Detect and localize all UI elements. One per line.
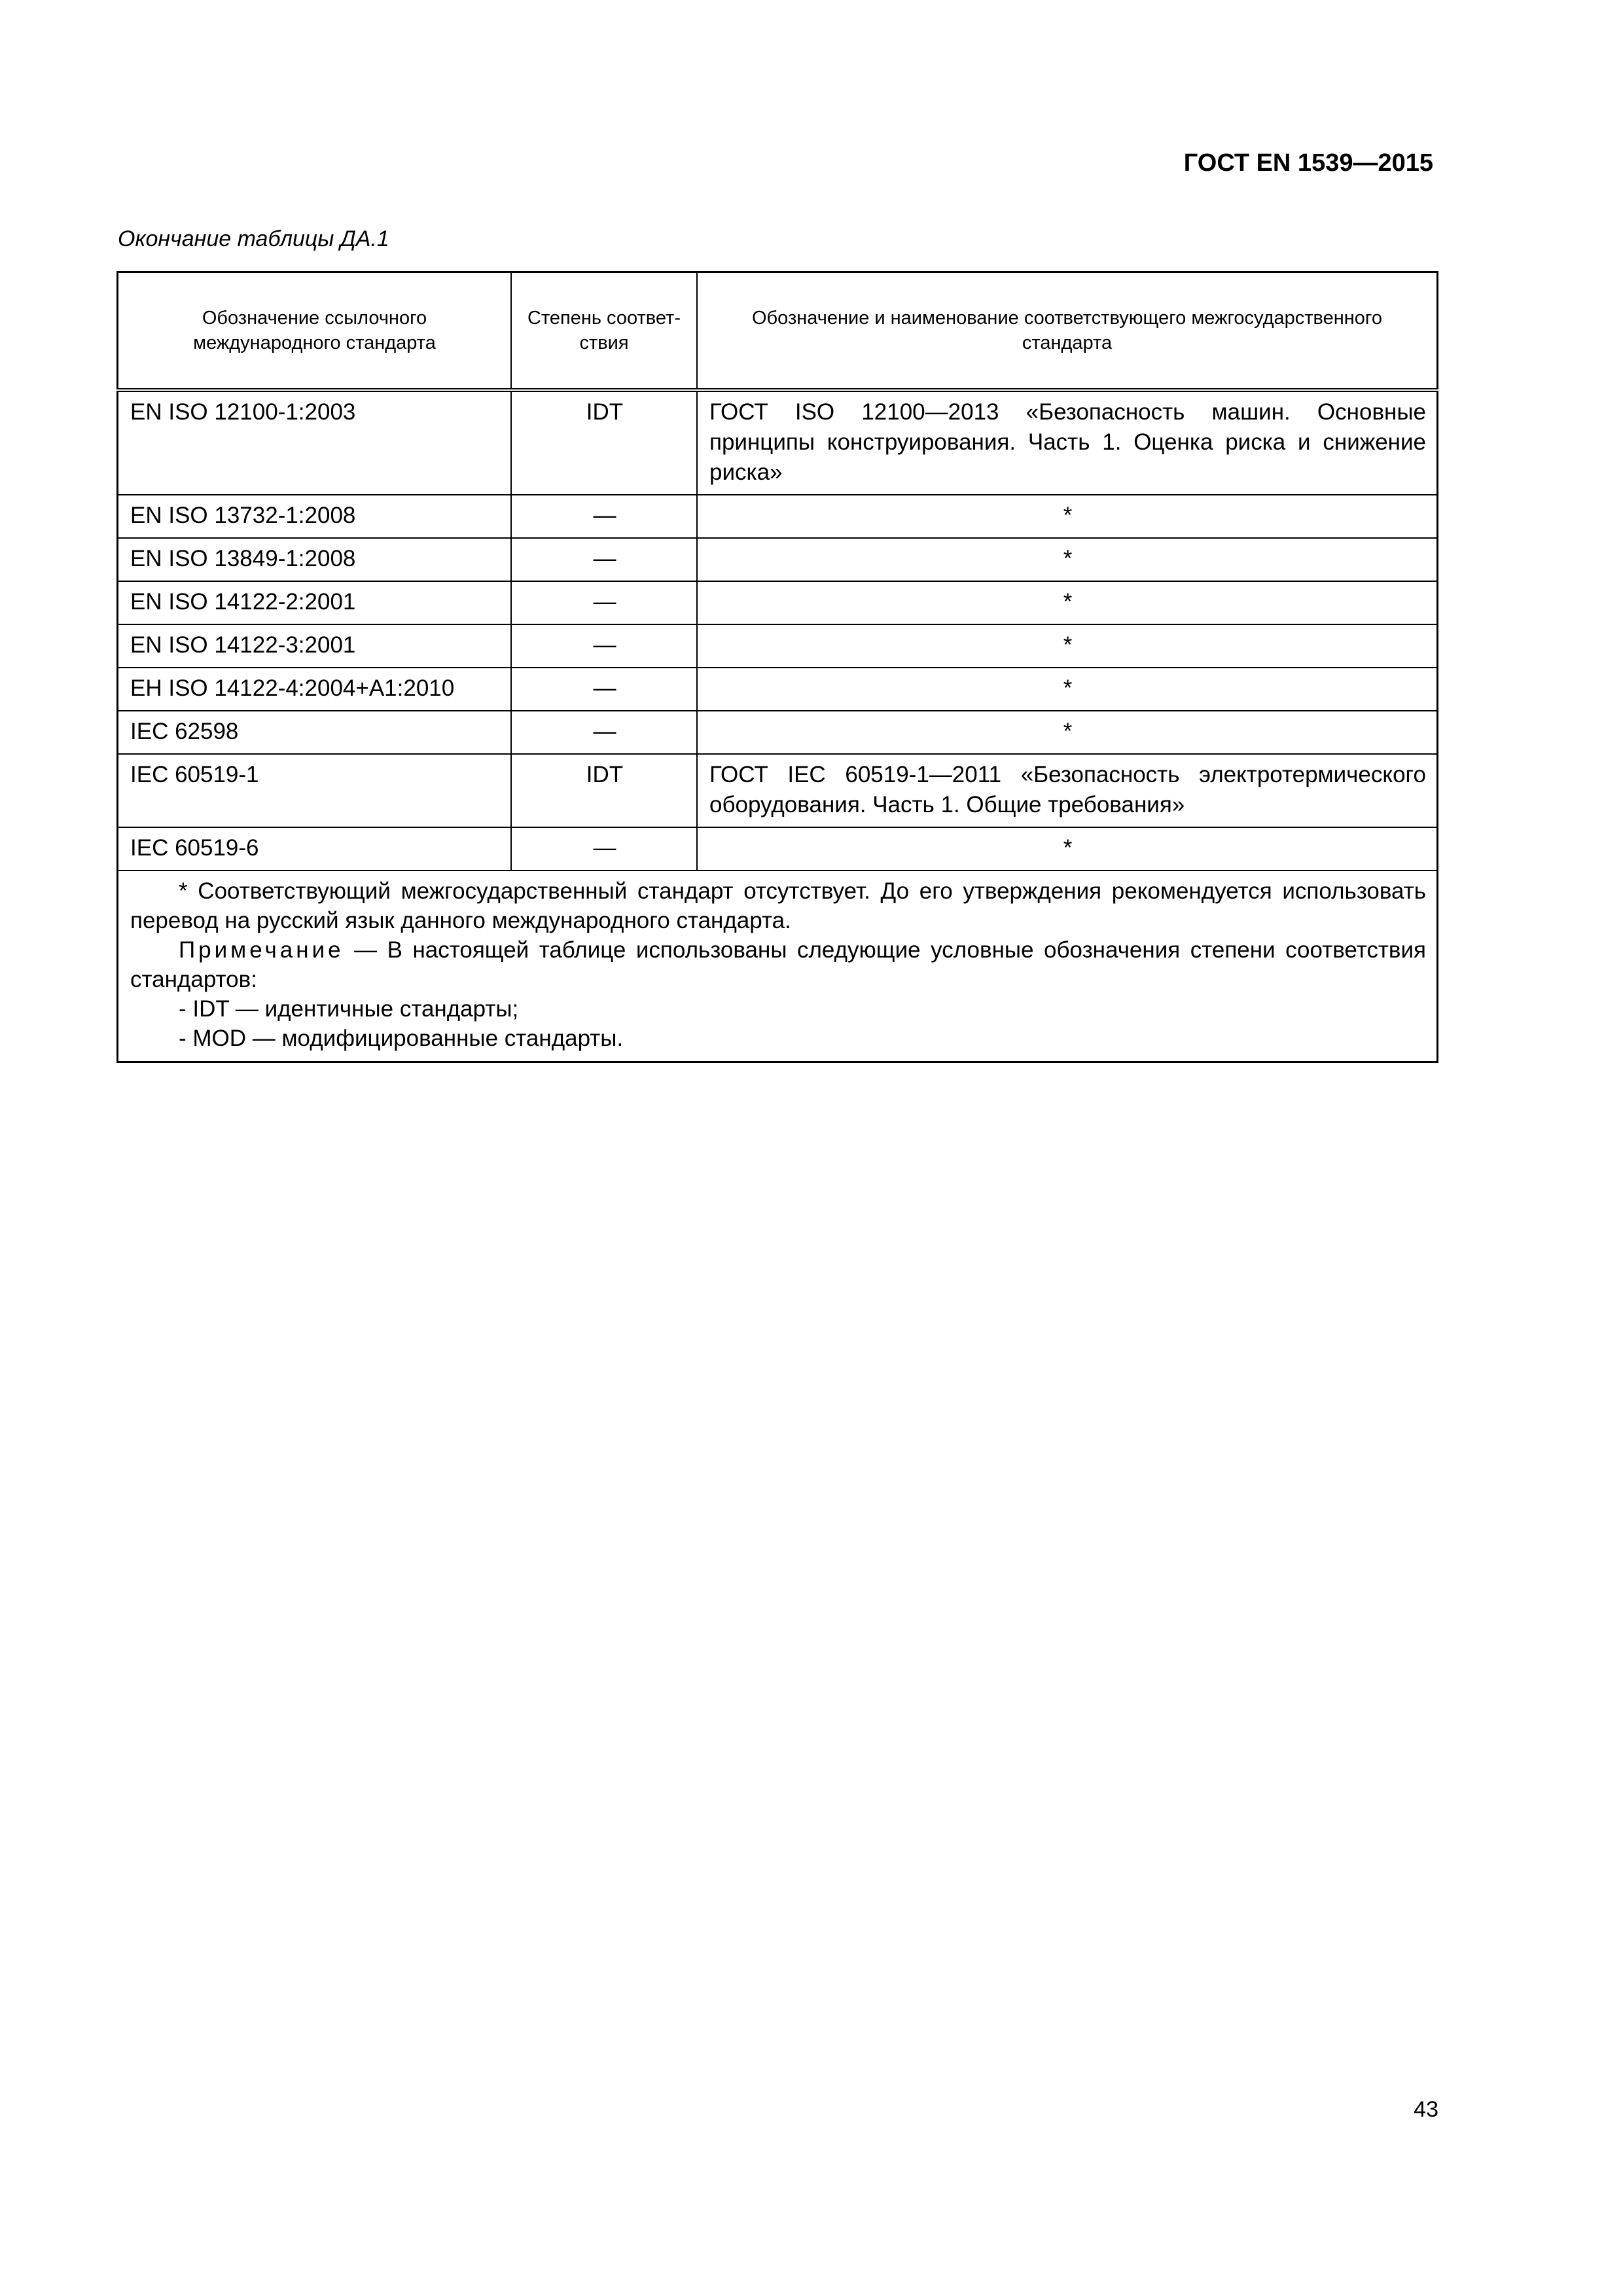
- footnote-text: * Соответствующий межгосударственный стандарт отсутствует. До его утверждения рекомендуется использовать перевод на русский язык данного международного стандарта.: [130, 878, 1426, 933]
- note-paragraph: [130, 935, 1426, 994]
- cell-code: IEC 60519-1: [118, 754, 512, 827]
- cell-name: *: [697, 827, 1438, 870]
- document-header: ГОСТ EN 1539—2015: [1183, 149, 1433, 177]
- cell-degree: —: [511, 624, 697, 668]
- note-item-mod: - MOD — модифицированные стандарты.: [179, 1026, 624, 1051]
- cell-name: *: [697, 538, 1438, 581]
- table-row: [118, 538, 1438, 581]
- cell-name: *: [697, 668, 1438, 711]
- table-row: [118, 581, 1438, 624]
- cell-code: EH ISO 14122-4:2004+A1:2010: [118, 668, 512, 711]
- cell-name: *: [697, 581, 1438, 624]
- table-caption: Окончание таблицы ДА.1: [118, 226, 389, 251]
- cell-code: EN ISO 14122-2:2001: [118, 581, 512, 624]
- standards-table: [116, 271, 1438, 1063]
- header-interstate-standard: Обозначение и наименование соответствующего межгосударственного стандарта: [697, 272, 1438, 391]
- table-row: [118, 711, 1438, 754]
- cell-code: EN ISO 13849-1:2008: [118, 538, 512, 581]
- cell-name: *: [697, 624, 1438, 668]
- cell-code: EN ISO 13732-1:2008: [118, 495, 512, 538]
- cell-degree: —: [511, 827, 697, 870]
- cell-name: *: [697, 495, 1438, 538]
- table-row: [118, 495, 1438, 538]
- note-item-idt: - IDT — идентичные стандарты;: [179, 996, 519, 1022]
- table-row: [118, 827, 1438, 870]
- table-row: [118, 624, 1438, 668]
- table-header-row: [118, 272, 1438, 391]
- header-reference-standard: Обозначение ссылочного международного стандарта: [118, 272, 512, 391]
- cell-name: ГОСТ ISO 12100—2013 «Безопасность машин. Основные принципы конструирования. Часть 1. Оценка риска и снижение риска»: [697, 390, 1438, 495]
- cell-code: EN ISO 12100-1:2003: [118, 390, 512, 495]
- cell-degree: IDT: [511, 390, 697, 495]
- table-footer-row: [118, 870, 1438, 1062]
- cell-degree: —: [511, 581, 697, 624]
- cell-degree: IDT: [511, 754, 697, 827]
- table-row: [118, 390, 1438, 495]
- header-degree: Степень соответ-ствия: [511, 272, 697, 391]
- cell-degree: —: [511, 495, 697, 538]
- cell-name: ГОСТ IEC 60519-1—2011 «Безопасность электротермического оборудования. Часть 1. Общие требования»: [697, 754, 1438, 827]
- cell-code: IEC 62598: [118, 711, 512, 754]
- note-label: Примечание: [179, 937, 344, 963]
- cell-name: *: [697, 711, 1438, 754]
- cell-code: EN ISO 14122-3:2001: [118, 624, 512, 668]
- cell-code: IEC 60519-6: [118, 827, 512, 870]
- cell-degree: —: [511, 711, 697, 754]
- cell-degree: —: [511, 538, 697, 581]
- note-text: — В настоящей таблице использованы следующие условные обозначения степени соответствия стандартов:: [130, 937, 1426, 992]
- page-number: 43: [1414, 2097, 1438, 2122]
- cell-degree: —: [511, 668, 697, 711]
- table-row: [118, 754, 1438, 827]
- table-row: [118, 668, 1438, 711]
- table-notes: [118, 870, 1438, 1062]
